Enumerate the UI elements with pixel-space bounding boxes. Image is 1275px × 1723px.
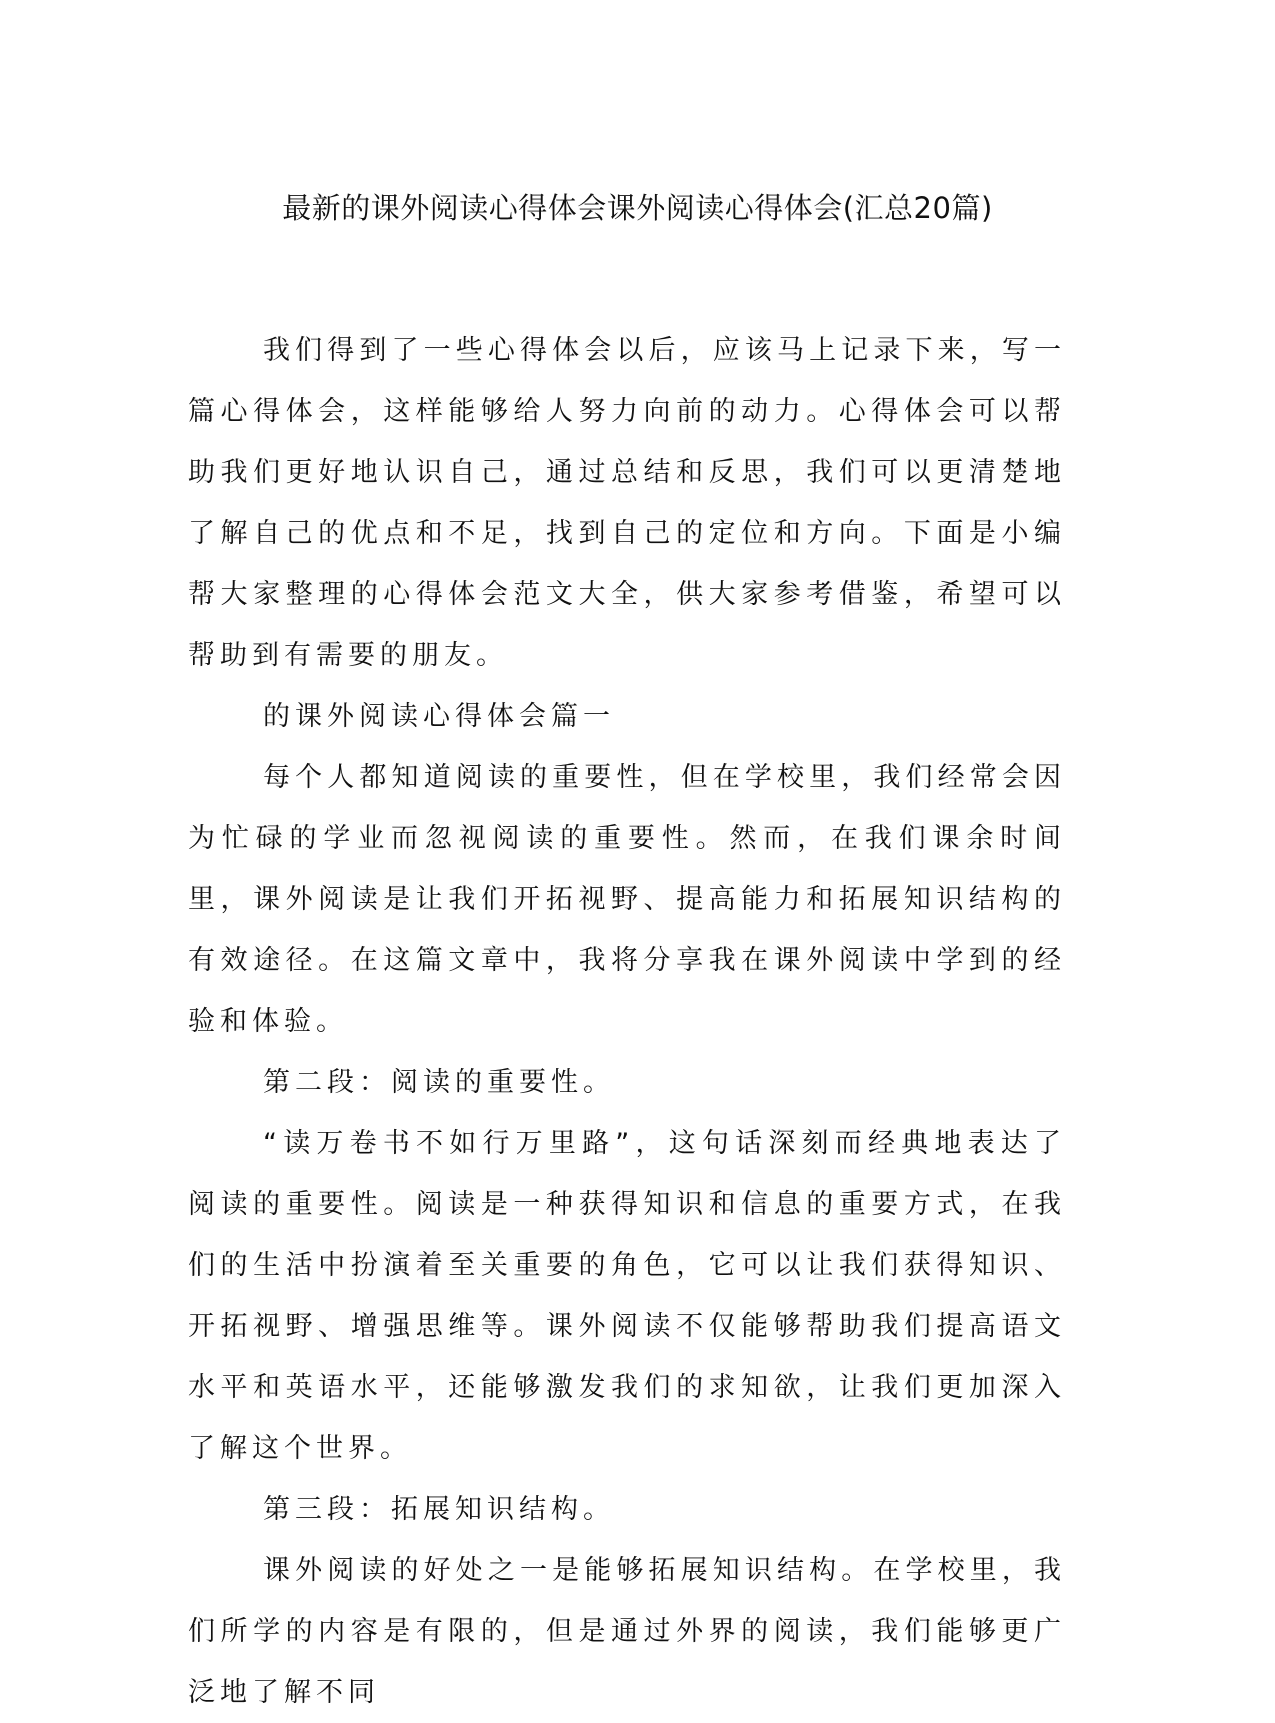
body-paragraph: 每个人都知道阅读的重要性，但在学校里，我们经常会因为忙碌的学业而忽视阅读的重要性。然而，在我们课余时间里，课外阅读是让我们开拓视野、提高能力和拓展知识结构的有效途径。在这篇文章中，我将分享我在课外阅读中学到的经验和体验。 (188, 762, 1066, 1037)
section-heading-second: 第二段：阅读的重要性。 (263, 1067, 615, 1098)
body-paragraph: “读万卷书不如行万里路”，这句话深刻而经典地表达了阅读的重要性。阅读是一种获得知识和信息的重要方式，在我们的生活中扮演着至关重要的角色，它可以让我们获得知识、开拓视野、增强思维等。课外阅读不仅能够帮助我们提高语文水平和英语水平，还能够激发我们的求知欲，让我们更加深入了解这个世界。 (188, 1128, 1066, 1464)
intro-paragraph: 我们得到了一些心得体会以后，应该马上记录下来，写一篇心得体会，这样能够给人努力向前的动力。心得体会可以帮助我们更好地认识自己，通过总结和反思，我们可以更清楚地了解自己的优点和不足，找到自己的定位和方向。下面是小编帮大家整理的心得体会范文大全，供大家参考借鉴，希望可以帮助到有需要的朋友。 (188, 335, 1066, 671)
document-body (188, 320, 1066, 1723)
section-heading-part-one: 的课外阅读心得体会篇一 (263, 701, 615, 732)
section-heading-third: 第三段：拓展知识结构。 (263, 1494, 615, 1525)
document-title: 最新的课外阅读心得体会课外阅读心得体会(汇总20篇) (282, 191, 993, 225)
body-paragraph: 课外阅读的好处之一是能够拓展知识结构。在学校里，我们所学的内容是有限的，但是通过外界的阅读，我们能够更广泛地了解不同 (188, 1555, 1066, 1708)
